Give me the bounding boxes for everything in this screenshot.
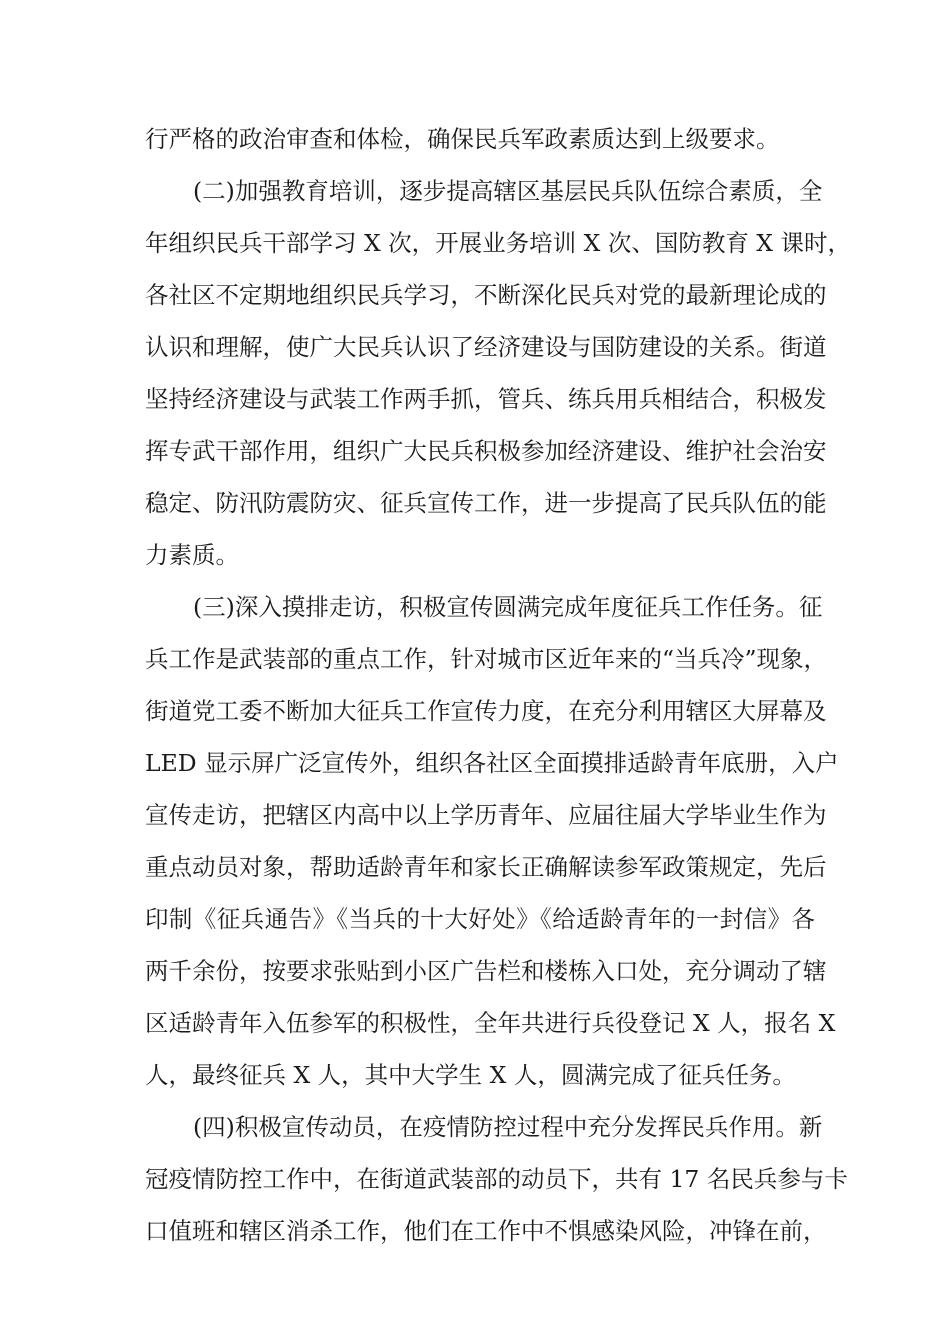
paragraph-heading-line: (四)积极宣传动员，在疫情防控过程中充分发挥民兵作用。新: [193, 1113, 823, 1141]
text-line: 认识和理解，使广大民兵认识了经济建设与国防建设的关系。街道: [145, 333, 827, 361]
text-line: 区适龄青年入伍参军的积极性，全年共进行兵役登记 X 人，报名 X: [145, 1009, 836, 1037]
text-line: 印制《征兵通告》《当兵的十大好处》《给适龄青年的一封信》各: [145, 905, 815, 933]
text-line: 力素质。: [145, 541, 239, 569]
text-line: 挥专武干部作用，组织广大民兵积极参加经济建设、维护社会治安: [145, 437, 827, 465]
text-line: 两千余份，按要求张贴到小区广告栏和楼栋入口处，充分调动了辖: [145, 957, 827, 985]
paragraph-heading-line: (三)深入摸排走访，积极宣传圆满完成年度征兵工作任务。征: [193, 593, 823, 621]
paragraph-heading-line: (二)加强教育培训，逐步提高辖区基层民兵队伍综合素质，全: [193, 177, 823, 205]
text-line: 口值班和辖区消杀工作，他们在工作中不惧感染风险，冲锋在前，: [145, 1217, 827, 1245]
text-line: 坚持经济建设与武装工作两手抓，管兵、练兵用兵相结合，积极发: [145, 385, 827, 413]
text-line: 人，最终征兵 X 人，其中大学生 X 人，圆满完成了征兵任务。: [145, 1061, 796, 1089]
text-line: 街道党工委不断加大征兵工作宣传力度，在充分利用辖区大屏幕及: [145, 697, 827, 725]
text-line: 冠疫情防控工作中，在街道武装部的动员下，共有 17 名民兵参与卡: [145, 1165, 848, 1193]
text-line: 稳定、防汛防震防灾、征兵宣传工作，进一步提高了民兵队伍的能: [145, 489, 827, 517]
text-line: 年组织民兵干部学习 X 次，开展业务培训 X 次、国防教育 X 课时，: [145, 229, 852, 257]
text-line: 各社区不定期地组织民兵学习，不断深化民兵对党的最新理论成的: [145, 281, 827, 309]
text-line: 行严格的政治审查和体检，确保民兵军政素质达到上级要求。: [145, 125, 780, 153]
text-line: 重点动员对象，帮助适龄青年和家长正确解读参军政策规定，先后: [145, 853, 827, 881]
text-line: LED 显示屏广泛宣传外，组织各社区全面摸排适龄青年底册，入户: [145, 749, 839, 777]
text-line: 宣传走访，把辖区内高中以上学历青年、应届往届大学毕业生作为: [145, 801, 827, 829]
text-line: 兵工作是武装部的重点工作，针对城市区近年来的“当兵冷”现象，: [145, 645, 828, 673]
